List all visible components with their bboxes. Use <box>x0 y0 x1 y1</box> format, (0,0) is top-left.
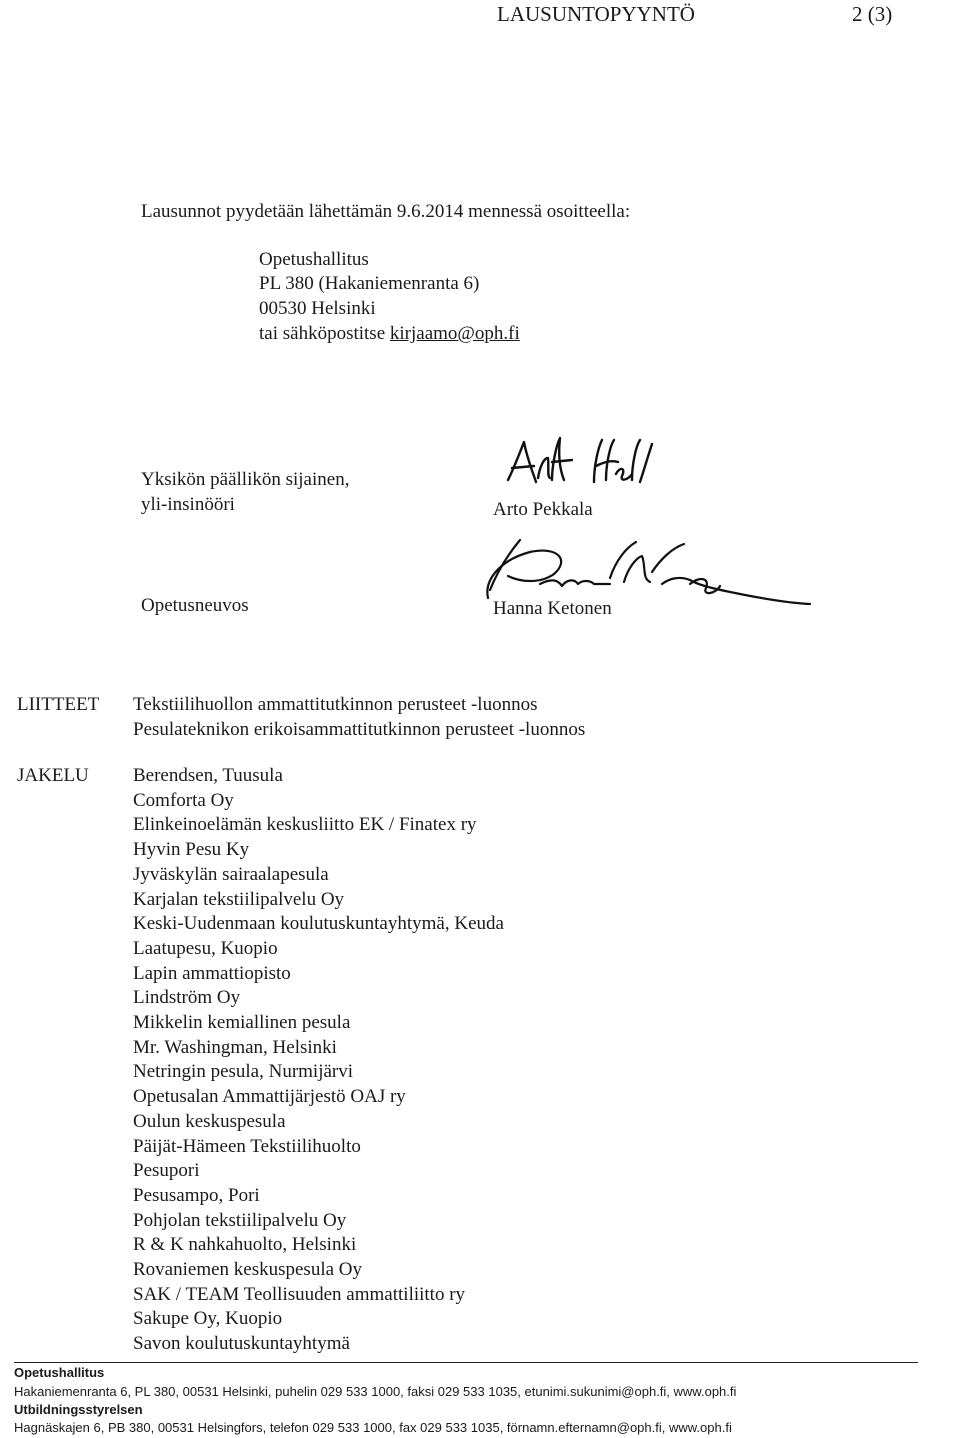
footer-org-fi: Opetushallitus <box>14 1365 105 1380</box>
list-item: Pohjolan tekstiilipalvelu Oy <box>133 1209 347 1231</box>
list-item: Mr. Washingman, Helsinki <box>133 1036 337 1058</box>
list-item: Savon koulutuskuntayhtymä <box>133 1333 350 1355</box>
list-item: Pesupori <box>133 1160 200 1182</box>
list-item: Lapin ammattiopisto <box>133 962 291 984</box>
list-item: Berendsen, Tuusula <box>133 765 283 786</box>
footer-org-sv: Utbildningsstyrelsen <box>14 1402 143 1417</box>
signer2-name: Hanna Ketonen <box>493 598 612 619</box>
list-item: Päijät-Hämeen Tekstiilihuolto <box>133 1135 361 1157</box>
list-item: Jyväskylän sairaalapesula <box>133 863 329 885</box>
signer2-title: Opetusneuvos <box>141 595 249 616</box>
address-line: 00530 Helsinki <box>259 298 376 319</box>
list-item: Keski-Uudenmaan koulutuskuntayhtymä, Keuda <box>133 913 504 935</box>
attachment-item: Tekstiilihuollon ammattitutkinnon perusteet -luonnos <box>133 694 538 715</box>
footer-contact-sv: Hagnäskajen 6, PB 380, 00531 Helsingfors, telefon 029 533 1000, fax 029 533 1035, förnamn.efternamn@oph.fi, www.oph.fi <box>14 1420 732 1435</box>
signer1-title-2: yli-insinööri <box>141 494 235 515</box>
distribution-label: JAKELU <box>17 765 89 786</box>
signer1-name: Arto Pekkala <box>493 499 593 520</box>
list-item: Opetusalan Ammattijärjestö OAJ ry <box>133 1086 406 1108</box>
list-item: Rovaniemen keskuspesula Oy <box>133 1259 363 1281</box>
list-item: Oulun keskuspesula <box>133 1110 286 1132</box>
email-link[interactable]: kirjaamo@oph.fi <box>389 323 520 344</box>
list-item: Netringin pesula, Nurmijärvi <box>133 1061 354 1083</box>
list-item: Comforta Oy <box>133 789 234 811</box>
list-item: Sakupe Oy, Kuopio <box>133 1308 283 1330</box>
list-item: Elinkeinoelämän keskusliitto EK / Finatex ry <box>133 814 477 836</box>
list-item: Mikkelin kemiallinen pesula <box>133 1012 351 1034</box>
attachment-item: Pesulateknikon erikoisammattitutkinnon perusteet -luonnos <box>133 719 586 740</box>
document-type: LAUSUNTOPYYNTÖ <box>497 2 695 26</box>
distribution-list <box>133 764 504 1357</box>
signer1-title: Yksikön päällikön sijainen, <box>141 469 350 490</box>
list-item: Pesusampo, Pori <box>133 1184 260 1206</box>
page-number: 2 (3) <box>852 2 893 26</box>
list-item: R & K nahkahuolto, Helsinki <box>133 1234 357 1256</box>
list-item: SAK / TEAM Teollisuuden ammattiliitto ry <box>133 1283 466 1305</box>
list-item: Lindström Oy <box>133 987 241 1009</box>
list-item: Karjalan tekstiilipalvelu Oy <box>133 888 345 910</box>
attachments-label: LIITTEET <box>17 694 100 715</box>
list-item: Laatupesu, Kuopio <box>133 937 278 959</box>
address-line: PL 380 (Hakaniemenranta 6) <box>259 273 480 294</box>
deadline-intro: Lausunnot pyydetään lähettämän 9.6.2014 mennessä osoitteella: <box>141 201 631 222</box>
footer-contact-fi: Hakaniemenranta 6, PL 380, 00531 Helsinki, puhelin 029 533 1000, faksi 029 533 1035, etunimi.sukunimi@oph.fi, www.oph.fi <box>14 1384 737 1399</box>
list-item: Hyvin Pesu Ky <box>133 839 250 861</box>
footer-divider <box>14 1362 918 1363</box>
address-line: Opetushallitus <box>259 249 369 270</box>
email-prefix: tai sähköpostitse <box>259 323 390 344</box>
